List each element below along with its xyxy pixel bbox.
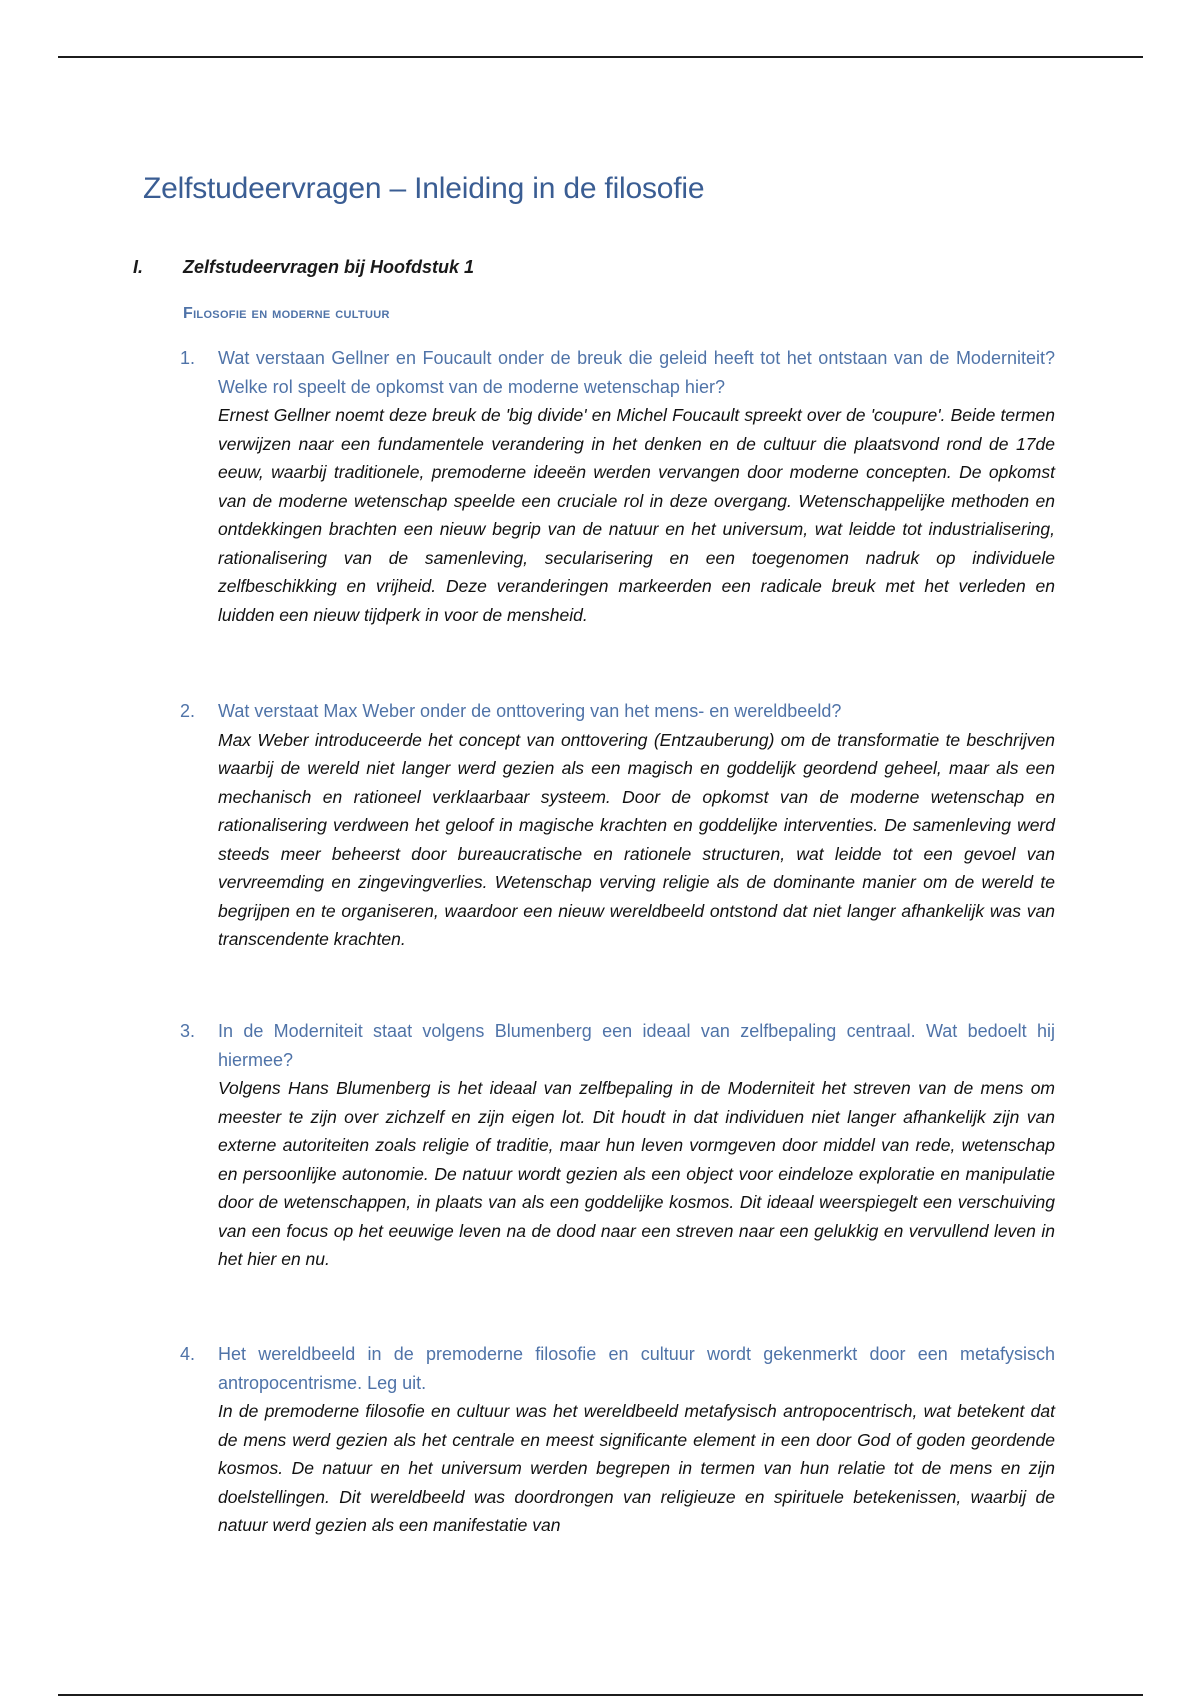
question-item-4: [180, 1340, 1055, 1540]
question-text: In de Moderniteit staat volgens Blumenberg een ideaal van zelfbepaling centraal. Wat bedoelt hij hiermee?: [218, 1021, 1055, 1070]
answer-text: Max Weber introduceerde het concept van onttovering (Entzauberung) om de transformatie te beschrijven waarbij de wereld niet langer werd gezien als een magisch en goddelijk geordend geheel, maar als een mechanisch en rationeel verklaarbaar systeem. Door de opkomst van de moderne wetenschap en rationalisering verdween het geloof in magische krachten en goddelijke interventies. De samenleving werd steeds meer beheerst door bureaucratische en rationele structuren, wat leidde tot een gevoel van vervreemding en zingevingverlies. Wetenschap verving religie als de dominante manier om de wereld te begrijpen en te organiseren, waardoor een nieuw wereldbeeld ontstond dat niet langer afhankelijk was van transcendente krachten.: [218, 729, 1055, 949]
answer-text: Ernest Gellner noemt deze breuk de 'big divide' en Michel Foucault spreekt over de 'coupure'. Beide termen verwijzen naar een fundamentele verandering in het denken en de cultuur die plaatsvond rond de 17de eeuw, waarbij traditionele, premoderne ideeën werden vervangen door moderne concepten. De opkomst van de moderne wetenschap speelde een cruciale rol in deze overgang. Wetenschappelijke methoden en ontdekkingen brachten een nieuw begrip van de natuur en het universum, wat leidde tot industrialisering, rationalisering van de samenleving, secularisering en een toegenomen nadruk op individuele zelfbeschikking en vrijheid. Deze veranderingen markeerden een radicale breuk met het verleden en luidden een nieuw tijdperk in voor de mensheid.: [218, 405, 1055, 625]
question-number: 2.: [180, 701, 196, 721]
question-number: 4.: [180, 1344, 196, 1364]
chapter-number: I.: [133, 257, 144, 277]
question-item-3: [180, 1017, 1055, 1274]
section-heading: Filosofie en moderne cultuur: [183, 305, 390, 322]
footer-rule: [58, 1694, 1143, 1696]
chapter-label: Zelfstudeervragen bij Hoofdstuk 1: [183, 257, 475, 277]
question-number: 3.: [180, 1021, 196, 1041]
question-item-2: [180, 697, 1055, 954]
question-text: Het wereldbeeld in de premoderne filosofie en cultuur wordt gekenmerkt door een metafysisch antropocentrisme. Leg uit.: [218, 1344, 1055, 1393]
question-item-1: [180, 344, 1055, 629]
question-number: 1.: [180, 348, 196, 368]
question-text: Wat verstaan Gellner en Foucault onder de breuk die geleid heeft tot het ontstaan van de Moderniteit? Welke rol speelt de opkomst van de moderne wetenschap hier?: [218, 348, 1055, 397]
answer-text: In de premoderne filosofie en cultuur was het wereldbeeld metafysisch antropocentrisch, wat betekent dat de mens werd gezien als het centrale en meest significante element in een door God of goden geordende kosmos. De natuur en het universum werden begrepen in termen van hun relatie tot de mens en zijn doelstellingen. Dit wereldbeeld was doordrongen van religieuze en spirituele betekenissen, waarbij de natuur werd gezien als een manifestatie van: [218, 1401, 1055, 1535]
header-rule: [58, 56, 1143, 58]
chapter-heading: [133, 257, 474, 278]
document-title: Zelfstudeervragen – Inleiding in de filosofie: [143, 172, 705, 205]
answer-text: Volgens Hans Blumenberg is het ideaal van zelfbepaling in de Moderniteit het streven van de mens om meester te zijn over zichzelf en zijn eigen lot. Dit houdt in dat individuen niet langer afhankelijk zijn van externe autoriteiten zoals religie of traditie, maar hun leven vormgeven door middel van rede, wetenschap en persoonlijke autonomie. De natuur wordt gezien als een object voor eindeloze exploratie en manipulatie door de wetenschappen, in plaats van als een goddelijke kosmos. Dit ideaal weerspiegelt een verschuiving van een focus op het eeuwige leven na de dood naar een streven naar een gelukkig en vervullend leven in het hier en nu.: [218, 1078, 1055, 1269]
question-text: Wat verstaat Max Weber onder de onttovering van het mens- en wereldbeeld?: [218, 701, 842, 721]
